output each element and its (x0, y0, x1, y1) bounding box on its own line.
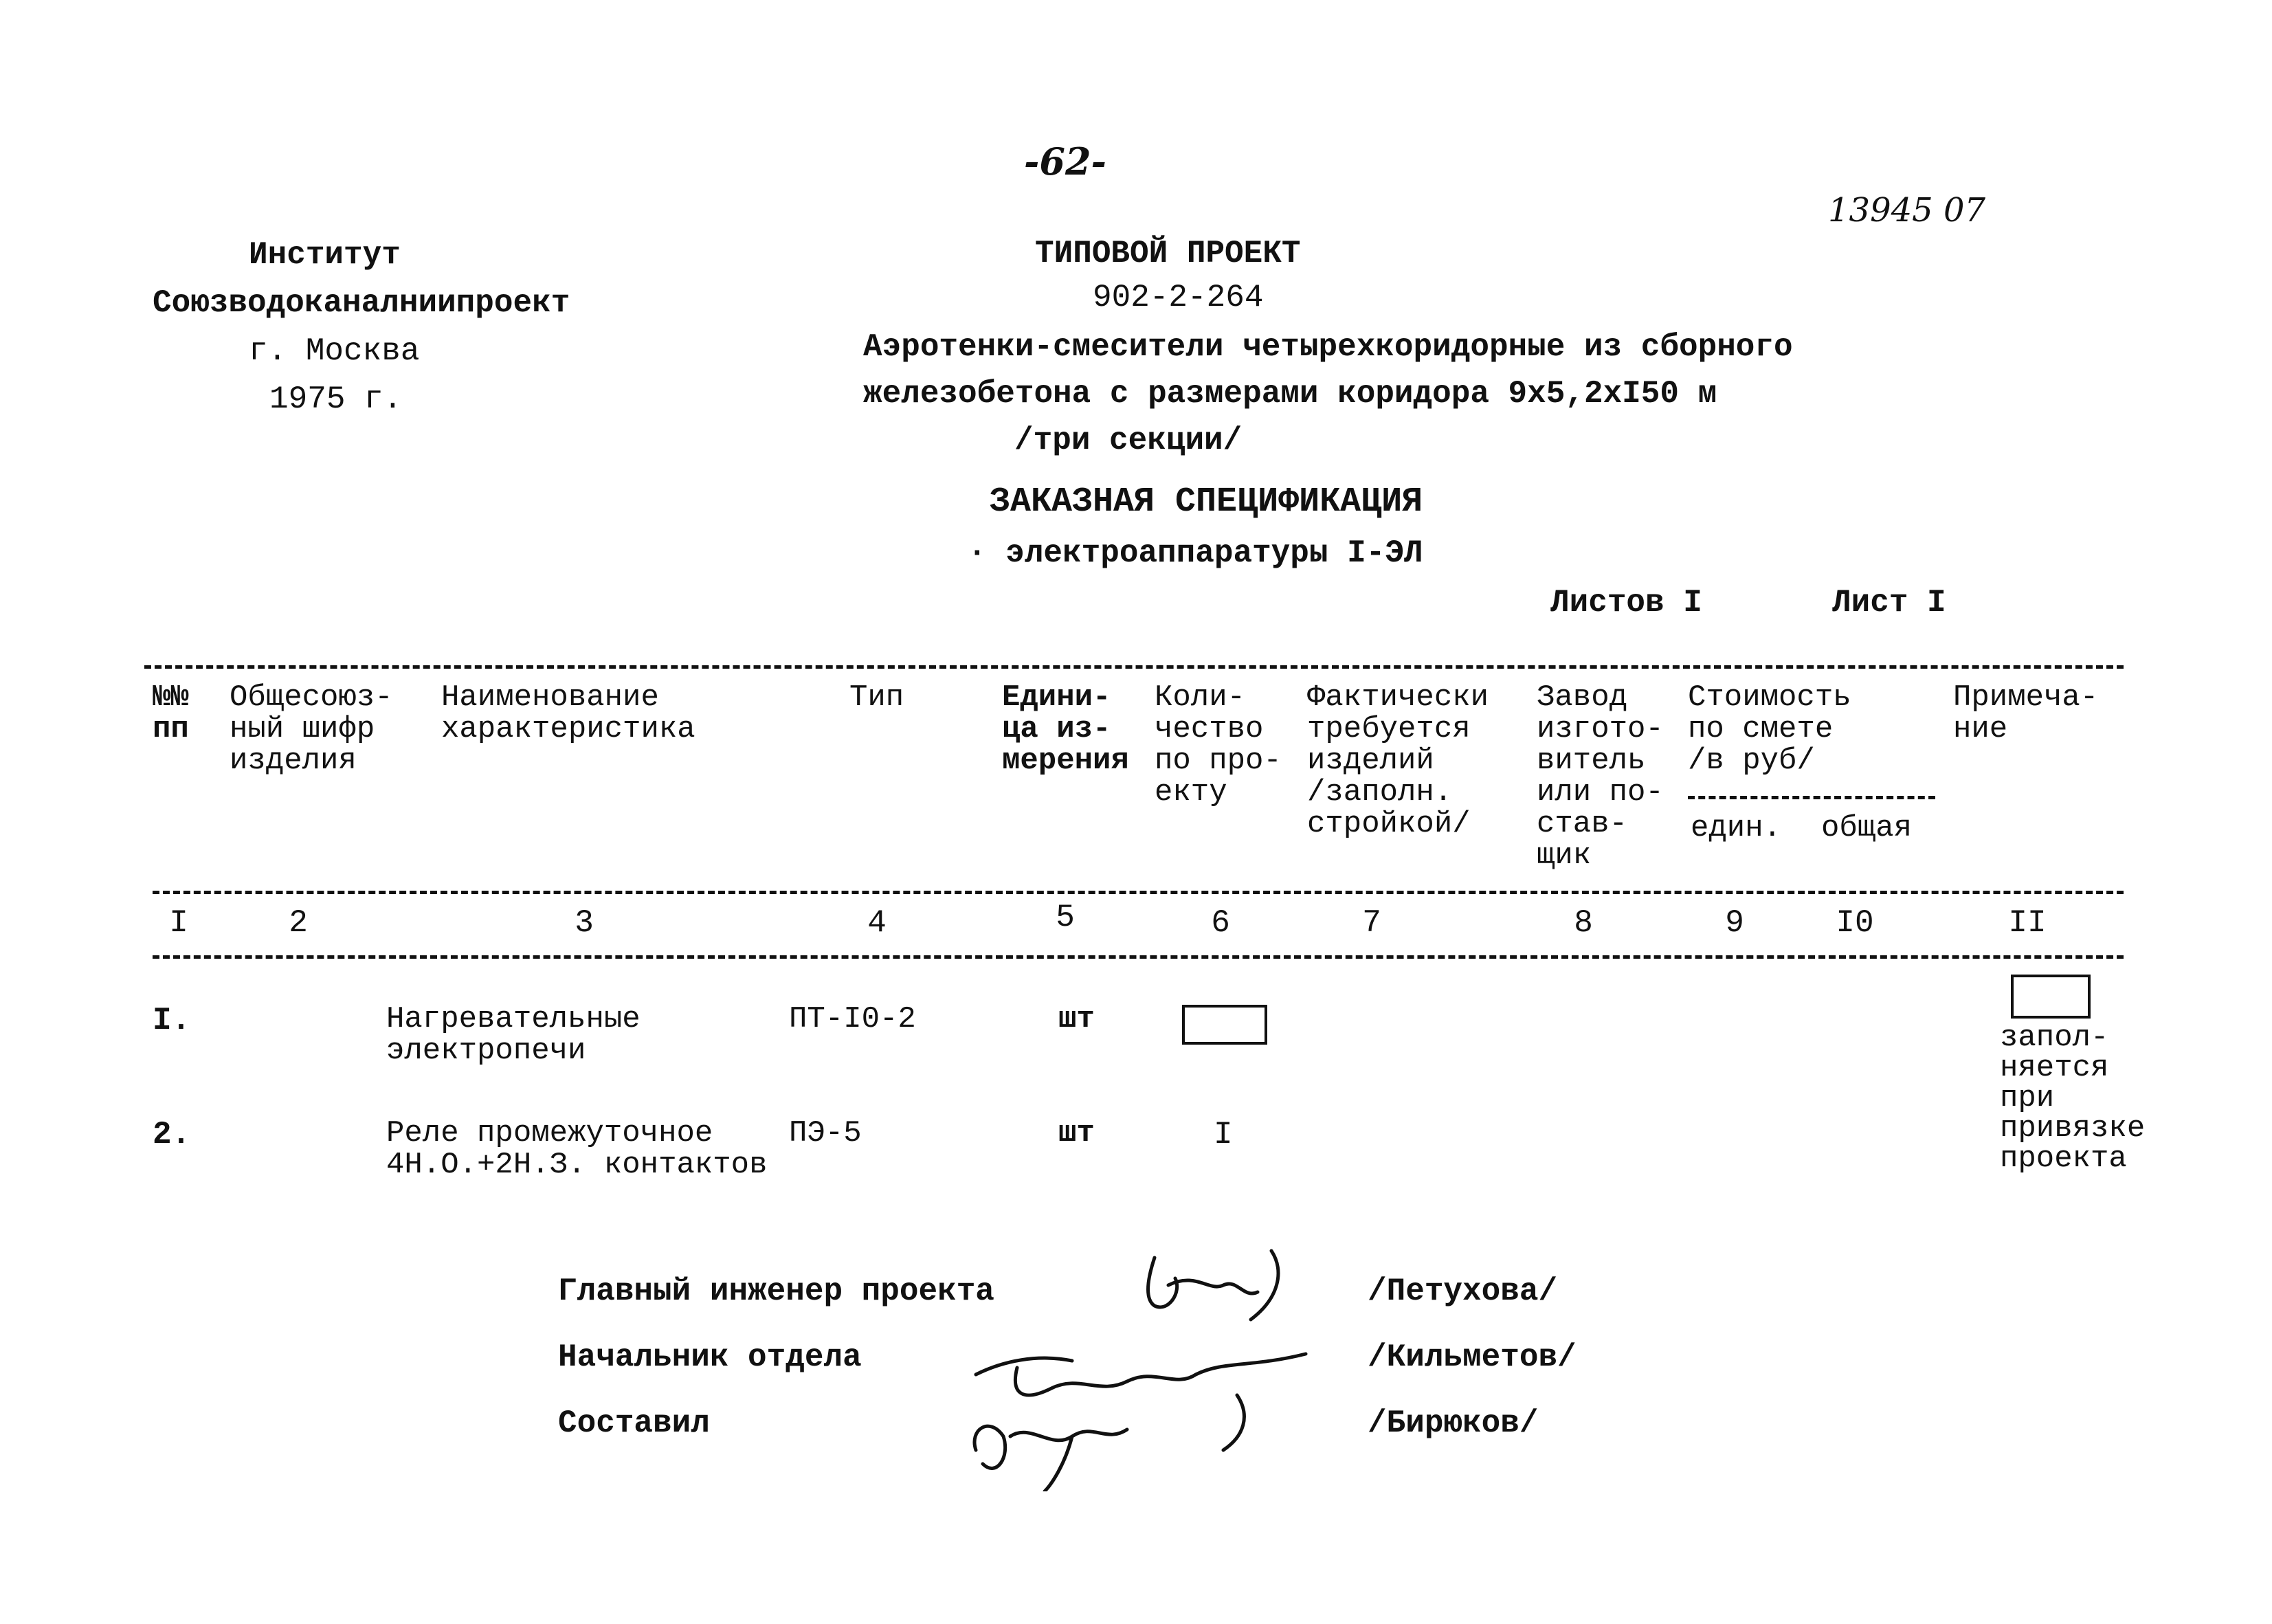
col-number: I (169, 905, 188, 941)
col-number: I0 (1836, 905, 1874, 941)
row-1-name: Нагревательные электропечи (386, 1002, 641, 1068)
col-number: 9 (1725, 905, 1744, 941)
header-bottom-rule (153, 891, 2124, 894)
signature-stroke-3 (974, 1426, 1127, 1491)
institute-label: Институт (249, 237, 401, 273)
project-desc-line3: /три секции/ (1014, 423, 1243, 458)
row-2-qty: I (1214, 1117, 1233, 1153)
table-top-rule (144, 665, 2124, 669)
header-qty: Коли- чество по про- екту (1155, 680, 1282, 810)
sign-name-2: /Кильметов/ (1368, 1339, 1577, 1375)
row-2-type: ПЭ-5 (789, 1116, 862, 1150)
note-box (2011, 975, 2091, 1019)
col-number: 7 (1362, 905, 1381, 941)
row-2-name: Реле промежуточное 4Н.О.+2Н.З. контактов (386, 1116, 768, 1182)
sign-name-1: /Петухова/ (1368, 1273, 1558, 1309)
sign-role-2: Начальник отдела (558, 1339, 862, 1375)
col-number: II (2008, 905, 2047, 941)
sheet-current: Лист I (1832, 585, 1946, 621)
col-number: 4 (867, 905, 887, 941)
signature-stroke-2 (976, 1354, 1306, 1450)
project-code: 902-2-264 (1093, 280, 1264, 315)
header-type: Тип (849, 680, 904, 715)
col-number: 3 (575, 905, 594, 941)
header-actual: Фактически требуется изделий /заполн. стройкой/ (1307, 680, 1489, 841)
institute-name: Союзводоканалниипроект (153, 285, 570, 321)
project-label: ТИПОВОЙ ПРОЕКТ (1035, 236, 1301, 271)
header-num: №№ пп (153, 680, 189, 746)
row-1-type: ПТ-I0-2 (789, 1002, 916, 1036)
page-number: -62- (1024, 140, 1106, 183)
sheets-total: Листов I (1550, 585, 1702, 621)
header-name: Наименование характеристика (441, 680, 695, 746)
institute-city: г. Москва (249, 333, 420, 369)
note-text: запол- няется при привязке проекта (2000, 1021, 2146, 1176)
institute-year: 1975 г. (269, 381, 403, 417)
header-cost-total: общая (1821, 811, 1913, 845)
col-number: 8 (1574, 905, 1593, 941)
row-1-number: I. (153, 1003, 191, 1038)
spec-subtitle: · электроаппаратуры I-ЭЛ (968, 535, 1423, 571)
archive-number: 13945 07 (1828, 191, 1986, 230)
header-note: Примеча- ние (1953, 680, 2099, 746)
col-number: 6 (1211, 905, 1230, 941)
project-desc-line2: железобетона с размерами коридора 9х5,2хI50 м (863, 376, 1717, 412)
header-unit: Едини- ца из- мерения (1002, 680, 1129, 778)
header-cost-unit: един. (1691, 811, 1782, 845)
header-code: Общесоюз- ный шифр изделия (230, 680, 393, 778)
project-desc-line1: Аэротенки-смесители четырехкоридорные из сборного (863, 329, 1793, 365)
cost-sub-rule (1688, 796, 1935, 799)
signature-stroke-1 (1148, 1251, 1278, 1320)
header-cost: Стоимость по смете /в руб/ (1688, 680, 1851, 778)
sign-role-3: Составил (558, 1405, 710, 1441)
row-2-unit: шт (1058, 1116, 1095, 1150)
header-manufacturer: Завод изгото- витель или по- став- щик (1537, 680, 1664, 873)
sign-name-3: /Бирюков/ (1368, 1405, 1539, 1441)
col-number: 5 (1056, 900, 1075, 935)
spec-title: ЗАКАЗНАЯ СПЕЦИФИКАЦИЯ (990, 482, 1423, 522)
col-number: 2 (289, 905, 308, 941)
sign-role-1: Главный инженер проекта (558, 1273, 994, 1309)
column-numbers-rule (153, 955, 2124, 959)
row-1-unit: шт (1058, 1002, 1095, 1036)
handwritten-signatures (948, 1230, 1333, 1491)
row-2-number: 2. (153, 1117, 191, 1153)
row-1-qty-box (1182, 1005, 1267, 1045)
